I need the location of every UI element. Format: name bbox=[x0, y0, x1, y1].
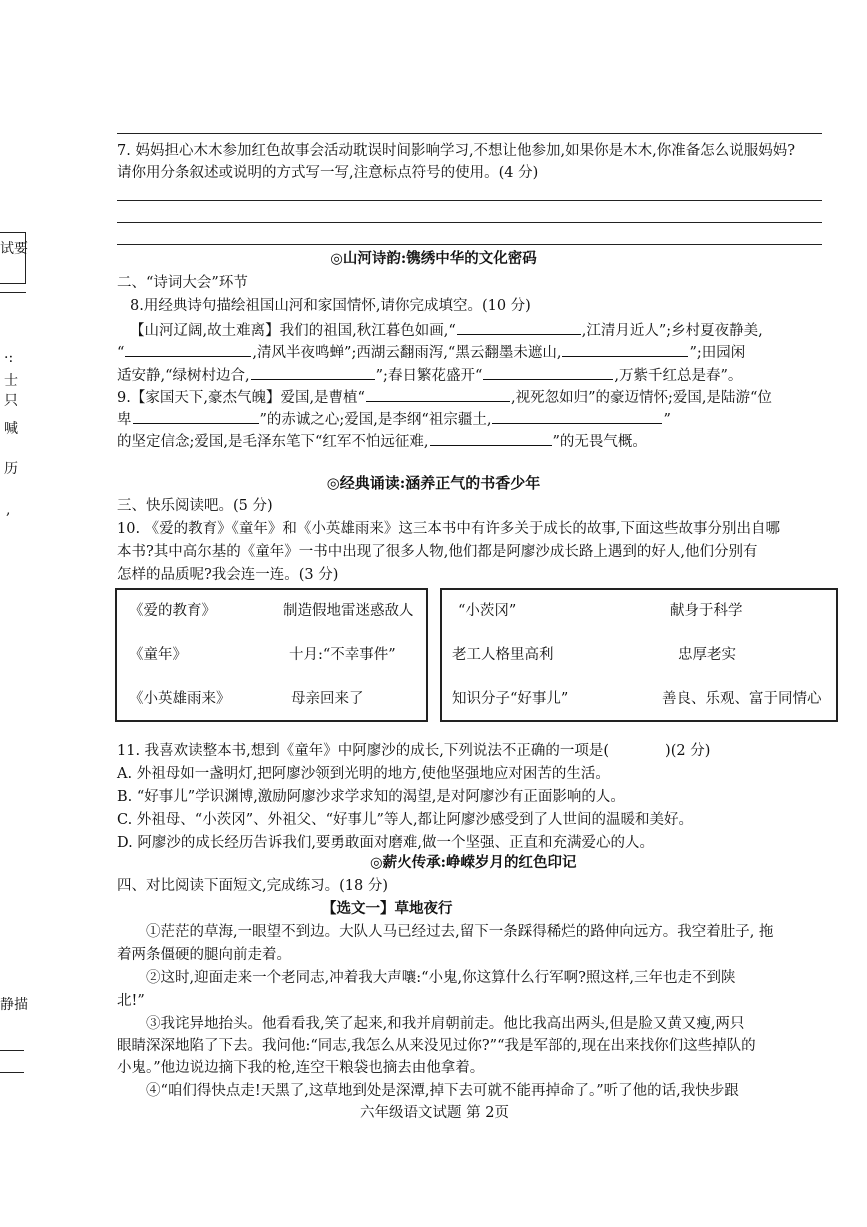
q8-blank-5[interactable] bbox=[483, 364, 613, 380]
q7-line-2: 请你用分条叙述或说明的方式写一写,注意标点符号的使用。(4 分) bbox=[117, 165, 539, 181]
paragraph-4-line: ④“咱们得快点走!天黑了,这草地到处是深潭,掉下去可就不能再掉命了。”听了他的话,我快步跟 bbox=[146, 1083, 739, 1099]
q11-text: )(2 分) bbox=[665, 743, 711, 759]
q7-answer-line-3[interactable] bbox=[117, 244, 822, 245]
q9-text: 的坚定信念;爱国,是毛泽东笔下“红军不怕远征难, bbox=[117, 434, 429, 450]
q11-option-b: B. “好事儿”学识渊博,激励阿廖沙求学求知的渴望,是对阿廖沙有正面影响的人。 bbox=[117, 789, 625, 805]
part2-title: 二、“诗词大会”环节 bbox=[117, 275, 248, 291]
person-item[interactable]: 老工人格里高利 bbox=[452, 647, 554, 663]
q11-text: 11. 我喜欢读整本书,想到《童年》中阿廖沙的成长,下列说法不正确的一项是( bbox=[117, 743, 610, 759]
paragraph-3-line: ③我诧异地抬头。他看看我,笑了起来,和我并肩朝前走。他比我高出两头,但是脸又黄又瘦,两只 bbox=[146, 1016, 745, 1032]
matching-box-books bbox=[115, 588, 428, 722]
q9-blank-4[interactable] bbox=[430, 430, 552, 446]
book-item[interactable]: 《爱的教育》 bbox=[129, 603, 216, 619]
q11-option-c: C. 外祖母、“小茨冈”、外祖父、“好事儿”等人,都让阿廖沙感受到了人世间的温暖和美好。 bbox=[117, 812, 694, 828]
binding-margin-line bbox=[0, 1050, 24, 1051]
binding-margin-text: ·: bbox=[4, 350, 14, 366]
q7-answer-line-2[interactable] bbox=[117, 222, 822, 223]
page-footer: 六年级语文试题 第 2页 bbox=[360, 1105, 509, 1121]
q9-line-1 bbox=[117, 386, 772, 408]
paragraph-3-line: 小鬼。”他边说边摘下我的枪,连空干粮袋也摘去由他拿着。 bbox=[117, 1060, 485, 1076]
paragraph-2-line: 北!” bbox=[117, 993, 145, 1009]
book-item[interactable]: 《童年》 bbox=[129, 647, 187, 663]
q10-line-2: 本书?其中高尔基的《童年》一书中出现了很多人物,他们都是阿廖沙成长路上遇到的好人,他们分别有 bbox=[117, 544, 758, 560]
q9-text: 9.【家国天下,豪杰气魄】爱国,是曹植“ bbox=[117, 390, 365, 406]
story-item[interactable]: 十月:“不幸事件” bbox=[289, 647, 396, 663]
q9-line-3 bbox=[117, 430, 647, 452]
paragraph-1-line: ①茫茫的草海,一眼望不到边。大队人马已经过去,留下一条踩得稀烂的路伸向远方。我空着肚子, 拖 bbox=[146, 924, 774, 940]
q9-blank-3[interactable] bbox=[492, 408, 662, 424]
q10-line-3: 怎样的品质呢?我会连一连。(3 分) bbox=[117, 567, 339, 583]
q11-prompt bbox=[117, 741, 710, 761]
q8-blank-2[interactable] bbox=[125, 341, 251, 357]
quality-item[interactable]: 善良、乐观、富于同情心 bbox=[662, 691, 822, 707]
q8-text: ,万紫千红总是春”。 bbox=[614, 368, 743, 384]
q10-line-1: 10. 《爱的教育》《童年》和《小英雄雨来》这三本书中有许多关于成长的故事,下面这些故事分别出自哪 bbox=[117, 521, 781, 537]
binding-margin-text: 静描 bbox=[0, 997, 28, 1013]
q8-prompt: 8.用经典诗句描绘祖国山河和家国情怀,请你完成填空。(10 分) bbox=[130, 298, 531, 314]
q8-blank-1[interactable] bbox=[457, 319, 581, 335]
q11-option-d: D. 阿廖沙的成长经历告诉我们,要勇敢面对磨难,做一个坚强、正直和充满爱心的人。 bbox=[117, 835, 655, 851]
q9-blank-2[interactable] bbox=[133, 408, 259, 424]
paragraph-2-line: ②这时,迎面走来一个老同志,冲着我大声嚷:“小鬼,你这算什么行军啊?照这样,三年也走不到陕 bbox=[146, 970, 736, 986]
matching-box-people bbox=[440, 588, 838, 722]
book-item[interactable]: 《小英雄雨来》 bbox=[129, 691, 231, 707]
binding-margin-line bbox=[0, 1072, 24, 1073]
q11-option-a: A. 外祖母如一盏明灯,把阿廖沙领到光明的地方,使他坚强地应对困苦的生活。 bbox=[117, 766, 610, 782]
paragraph-3-line: 眼睛深深地陷了下去。我问他:“同志,我怎么从来没见过你?”“我是军部的,现在出来找你们这些掉队的 bbox=[117, 1038, 756, 1054]
person-item[interactable]: 知识分子“好事儿” bbox=[452, 691, 569, 707]
story-item[interactable]: 制造假地雷迷惑敌人 bbox=[283, 603, 414, 619]
q9-text: 卑 bbox=[117, 412, 132, 428]
article-title: 【选文一】草地夜行 bbox=[322, 900, 453, 917]
q9-text: ”的无畏气概。 bbox=[552, 434, 647, 450]
section-header-shanhe: ◎山河诗韵:镌绣中华的文化密码 bbox=[330, 250, 537, 267]
q8-text: 适安静,“绿树村边合, bbox=[117, 368, 250, 384]
story-item[interactable]: 母亲回来了 bbox=[291, 691, 364, 707]
q9-text: ” bbox=[663, 412, 671, 428]
q8-text: ,江清月近人”;乡村夏夜静美, bbox=[581, 323, 763, 339]
q8-text: ”;田园闲 bbox=[689, 345, 746, 361]
q8-text: ,清风半夜鸣蝉”;西湖云翻雨泻,“黑云翻墨未遮山, bbox=[252, 345, 562, 361]
q9-text: ”的赤诚之心;爱国,是李纲“祖宗疆土, bbox=[259, 412, 492, 428]
q8-blank-3[interactable] bbox=[562, 341, 688, 357]
q8-text: ”;春日繁花盛开“ bbox=[375, 368, 483, 384]
binding-margin-text: 只 bbox=[4, 393, 18, 409]
q8-text: “ bbox=[117, 345, 125, 361]
q8-line-1 bbox=[130, 319, 763, 341]
q8-text: 【山河辽阔,故土难离】我们的祖国,秋江暮色如画,“ bbox=[130, 323, 456, 339]
section-header-xinhuo: ◎薪火传承:峥嵘岁月的红色印记 bbox=[370, 854, 577, 871]
q7-line-1: 7. 妈妈担心木木参加红色故事会活动耽误时间影响学习,不想让他参加,如果你是木木,你准备怎么说服妈妈? bbox=[117, 143, 796, 159]
q8-line-3 bbox=[117, 364, 742, 386]
part3-title: 三、快乐阅读吧。(5 分) bbox=[117, 498, 273, 514]
q8-blank-4[interactable] bbox=[251, 364, 375, 380]
binding-margin-text: 历 bbox=[4, 461, 18, 477]
q9-blank-1[interactable] bbox=[366, 386, 510, 402]
q8-line-2 bbox=[117, 341, 745, 363]
binding-margin-text: 试要 bbox=[0, 241, 28, 257]
section-header-jingdian: ◎经典诵读:涵养正气的书香少年 bbox=[326, 474, 541, 492]
paragraph-1-line: 着两条僵硬的腿向前走着。 bbox=[117, 947, 291, 963]
quality-item[interactable]: 忠厚老实 bbox=[678, 647, 736, 663]
q9-line-2 bbox=[117, 408, 671, 430]
binding-margin-text: , bbox=[6, 502, 11, 518]
person-item[interactable]: “小茨冈” bbox=[458, 603, 517, 619]
binding-margin-text: 士 bbox=[4, 373, 18, 389]
binding-margin-line bbox=[0, 292, 26, 293]
q9-text: ,视死忽如归”的豪迈情怀;爱国,是陆游“位 bbox=[510, 390, 772, 406]
top-rule bbox=[117, 133, 822, 134]
q7-answer-line-1[interactable] bbox=[117, 200, 822, 201]
quality-item[interactable]: 献身于科学 bbox=[670, 603, 743, 619]
part4-title: 四、对比阅读下面短文,完成练习。(18 分) bbox=[117, 878, 388, 894]
binding-margin-text: 喊 bbox=[4, 421, 18, 437]
